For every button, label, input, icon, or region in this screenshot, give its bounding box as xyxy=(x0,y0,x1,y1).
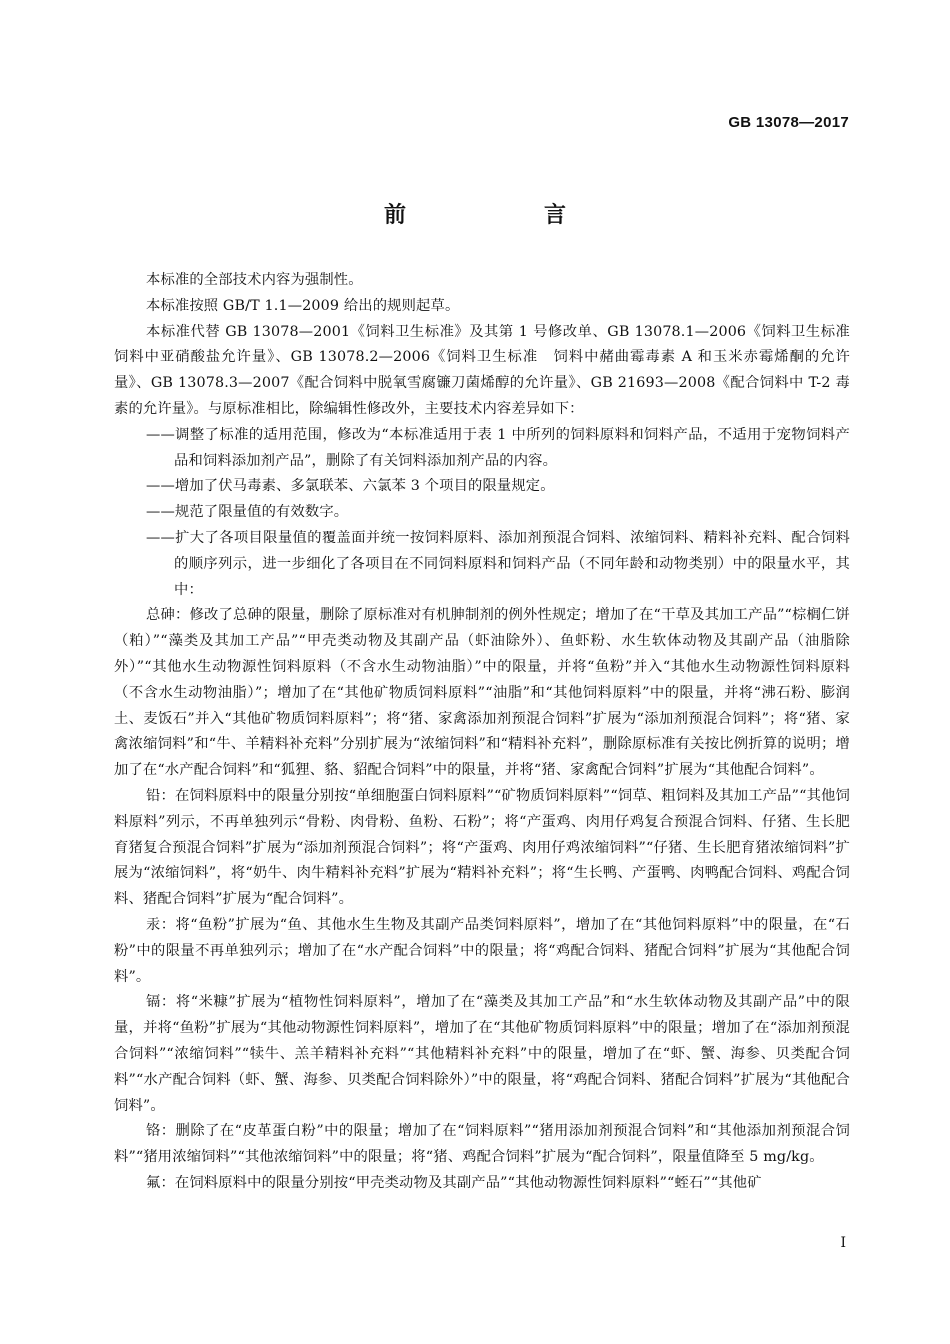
paragraph-fluorine: 氟：在饲料原料中的限量分别按“甲壳类动物及其副产品”“其他动物源性饲料原料”“蛭石”“其他矿 xyxy=(146,1174,762,1191)
paragraph: 本标准代替 GB 13078—2001《饲料卫生标准》及其第 1 号修改单、GB 13078.1—2006《饲料卫生标准 饲料中亚硝酸盐允许量》、GB 13078.2—2006《饲料卫生标准 饲料中赭曲霉毒素 A 和玉米赤霉烯酮的允许量》、GB 13078.3—2007《配合饲料中脱氧雪腐镰刀菌烯醇的允许量》、GB 21693—2008《配合饲料中 T-2 毒素的允许量》。与原标准相比，除编辑性修改外，主要技术内容差异如下： xyxy=(114,323,865,417)
paragraph-mercury: 汞：将“鱼粉”扩展为“鱼、其他水生生物及其副产品类饲料原料”，增加了在“其他饲料原料”中的限量，在“石粉”中的限量不再单独列示；增加了在“水产配合饲料”中的限量；将“鸡配合饲料、猪配合饲料”扩展为“其他配合饲料”。 xyxy=(114,916,850,985)
list-item: ——增加了伏马毒素、多氯联苯、六氯苯 3 个项目的限量规定。 xyxy=(146,478,555,495)
paragraph-cadmium: 镉：将“米糠”扩展为“植物性饲料原料”，增加了在“藻类及其加工产品”和“水生软体动物及其副产品”中的限量，并将“鱼粉”扩展为“其他动物源性饲料原料”，增加了在“其他矿物质饲料原料”中的限量；增加了在“添加剂预混合饲料”“浓缩饲料”“犊牛、羔羊精料补充料”“其他精料补充料”中的限量，增加了在“虾、蟹、海参、贝类配合饲料”“水产配合饲料（虾、蟹、海参、贝类配合饲料除外）”中的限量，将“鸡配合饲料、猪配合饲料”扩展为“其他配合饲料”。 xyxy=(114,994,850,1114)
list-item: ——规范了限量值的有效数字。 xyxy=(146,504,349,521)
standard-code: GB 13078—2017 xyxy=(728,114,849,131)
paragraph-lead: 铅：在饲料原料中的限量分别按“单细胞蛋白饲料原料”“矿物质饲料原料”“饲草、粗饲料及其加工产品”“其他饲料原料”列示，不再单独列示“骨粉、肉骨粉、鱼粉、石粉”；将“产蛋鸡、肉用仔鸡复合预混合饲料、仔猪、生长肥育猪复合预混合饲料”扩展为“添加剂预混合饲料”；将“产蛋鸡、肉用仔鸡浓缩饲料”“仔猪、生长肥育猪浓缩饲料”扩展为“浓缩饲料”，将“奶牛、肉牛精料补充料”扩展为“精料补充料”；将“生长鸭、产蛋鸭、肉鸭配合饲料、鸡配合饲料、猪配合饲料”扩展为“配合饲料”。 xyxy=(114,787,850,908)
paragraph: 本标准的全部技术内容为强制性。 xyxy=(146,272,363,288)
list-item: ——扩大了各项目限量值的覆盖面并统一按饲料原料、添加剂预混合饲料、浓缩饲料、精料补充料、配合饲料的顺序列示，进一步细化了各项目在不同饲料原料和饲料产品（不同年龄和动物类别）中的限量水平，其中： xyxy=(146,529,850,598)
list-item: ——调整了标准的适用范围，修改为“本标准适用于表 1 中所列的饲料原料和饲料产品，不适用于宠物饲料产品和饲料添加剂产品”，删除了有关饲料添加剂产品的内容。 xyxy=(146,426,850,469)
paragraph-chromium: 铬：删除了在“皮革蛋白粉”中的限量；增加了在“饲料原料”“猪用添加剂预混合饲料”和“其他添加剂预混合饲料”“猪用浓缩饲料”“其他浓缩饲料”中的限量；将“猪、鸡配合饲料”扩展为“配合饲料”，限量值降至 5 mg/kg。 xyxy=(114,1123,850,1166)
document-body xyxy=(114,268,865,1197)
page-number: I xyxy=(840,1235,846,1251)
paragraph: 本标准按照 GB/T 1.1—2009 给出的规则起草。 xyxy=(146,297,460,314)
paragraph-arsenic: 总砷：修改了总砷的限量，删除了原标准对有机胂制剂的例外性规定；增加了在“干草及其加工产品”“棕榈仁饼（粕）”“藻类及其加工产品”“甲壳类动物及其副产品（虾油除外）、鱼虾粉、水生软体动物及其副产品（油脂除外）”“其他水生动物源性饲料原料（不含水生动物油脂）”中的限量，并将“鱼粉”并入“其他水生动物源性饲料原料（不含水生动物油脂）”；增加了在“其他矿物质饲料原料”“油脂”和“其他饲料原料”中的限量，并将“沸石粉、膨润土、麦饭石”并入“其他矿物质饲料原料”；将“猪、家禽添加剂预混合饲料”扩展为“添加剂预混合饲料”；将“猪、家禽浓缩饲料”和“牛、羊精料补充料”分别扩展为“浓缩饲料”和“精料补充料”，删除原标准有关按比例折算的说明；增加了在“水产配合饲料”和“狐狸、貉、貂配合饲料”中的限量，并将“猪、家禽配合饲料”扩展为“其他配合饲料”。 xyxy=(114,607,850,779)
page-title: 前 言 xyxy=(383,203,624,228)
